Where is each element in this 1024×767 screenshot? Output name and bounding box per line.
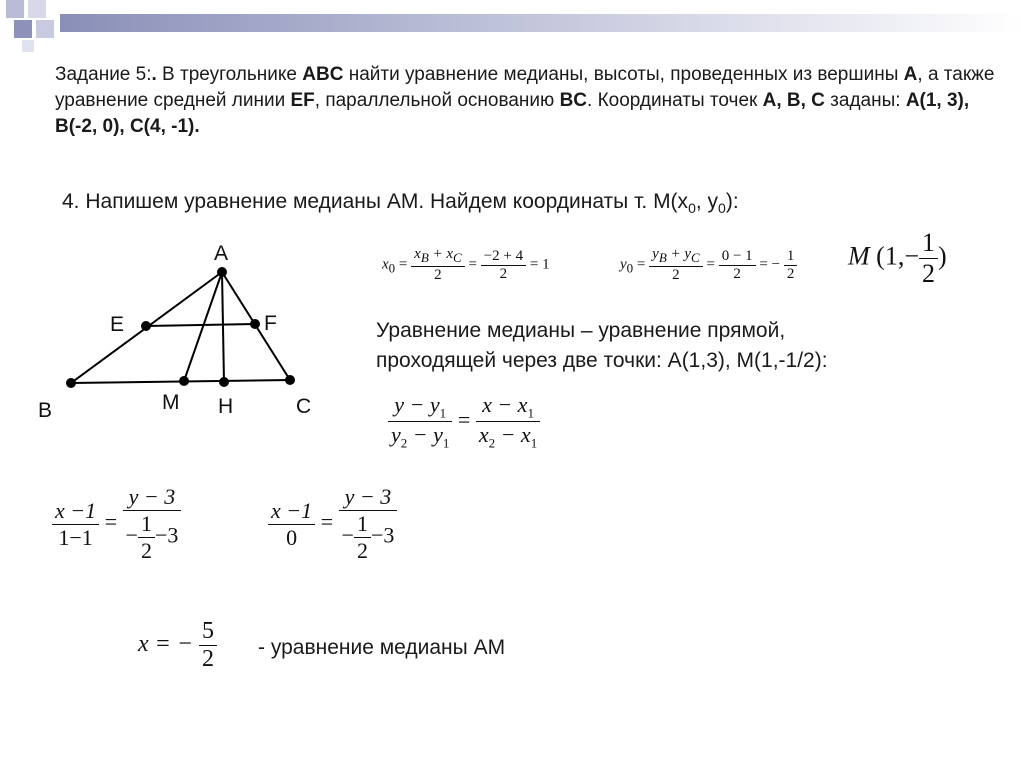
- f-text: y: [391, 422, 401, 448]
- point-b: [66, 378, 76, 388]
- f-sub: B: [658, 250, 667, 265]
- fraction: [339, 484, 398, 564]
- task-part: заданы:: [824, 90, 906, 111]
- fraction: [354, 511, 371, 564]
- height-line: [222, 272, 224, 382]
- fraction: [649, 246, 703, 284]
- result-caption: - уравнение медианы AM: [258, 636, 506, 659]
- f-text: y: [620, 256, 627, 273]
- f-text: x: [414, 246, 421, 262]
- f-sub: 0: [626, 260, 634, 276]
- f-text: + y: [666, 246, 692, 262]
- task-bold: A(1, 3), B(-2, 0), C(4, -1).: [55, 90, 970, 137]
- step-sub: 0: [688, 200, 696, 217]
- fraction: [123, 484, 182, 564]
- step-heading: [62, 190, 739, 216]
- task-bold: BC: [559, 90, 588, 111]
- point-a: [217, 267, 227, 277]
- formula-x0: $x_0$ = $\frac{x_B + x_C}{2}$ = $\frac{-2 + 4}{2}$ = 1: [382, 246, 550, 283]
- fraction: [411, 246, 465, 284]
- step-text: ):: [725, 190, 739, 213]
- f-text: −3: [370, 522, 395, 548]
- task-part: , параллельной основанию: [314, 90, 560, 111]
- f-text: − x: [495, 422, 531, 448]
- f-den: 2: [202, 646, 215, 672]
- f-num: 5: [199, 618, 217, 646]
- f-den: 2: [140, 538, 152, 563]
- f-num: 1: [354, 511, 371, 538]
- f-result: = 1: [529, 256, 550, 273]
- substituted-equation-1: [52, 484, 181, 564]
- label-c: C: [296, 395, 312, 418]
- step-text: 4. Напишем уравнение медианы AM. Найдем координаты т. M(x: [62, 190, 689, 213]
- task-dot: .: [151, 64, 157, 85]
- general-equation: [388, 392, 540, 452]
- task-bold: A: [903, 64, 918, 85]
- f-sub: B: [420, 250, 429, 265]
- step-text: , y: [695, 190, 719, 213]
- f-den: 1−1: [58, 524, 93, 550]
- label-m: M: [162, 391, 180, 414]
- f-sub: 2: [400, 435, 408, 451]
- explanation-line: Уравнение медианы – уравнение прямой,: [376, 319, 786, 342]
- task-label: Задание 5:: [55, 64, 152, 85]
- fraction: [919, 228, 938, 289]
- f-num: 1: [138, 511, 155, 538]
- f-text: −3: [154, 522, 179, 548]
- point-c: [285, 375, 295, 385]
- f-text: =: [457, 406, 471, 432]
- explanation-line: проходящей через две точки: A(1,3), M(1,-1/2):: [376, 349, 828, 372]
- median-line: [184, 272, 222, 381]
- f-text: x: [382, 256, 389, 273]
- f-sub: 2: [488, 435, 496, 451]
- median-explanation: [376, 316, 828, 376]
- label-a: A: [214, 242, 229, 265]
- task-part: найти уравнение медианы, высоты, проведенных из вершины: [343, 64, 904, 85]
- triangle-diagram: [30, 235, 350, 425]
- f-sub: 1: [530, 435, 538, 451]
- label-b: B: [38, 399, 53, 422]
- task-part: В треугольнике: [156, 64, 303, 85]
- fraction: [52, 498, 99, 551]
- f-den: 2: [786, 265, 795, 282]
- task-bold: A, B, C: [762, 90, 825, 111]
- f-sub: 1: [439, 405, 447, 421]
- fraction: [199, 618, 217, 673]
- midline-ef: [146, 324, 255, 326]
- f-text: = −: [759, 256, 781, 273]
- point-m: [179, 376, 189, 386]
- step-sub: 0: [718, 200, 726, 217]
- fraction: [388, 392, 452, 452]
- result-equation: [138, 618, 217, 673]
- fraction: [784, 248, 798, 283]
- task-bold: EF: [290, 90, 315, 111]
- f-sub: 1: [442, 435, 450, 451]
- label-e: E: [110, 313, 125, 336]
- f-den: 2: [922, 259, 935, 288]
- f-num: 1: [919, 228, 938, 259]
- f-text: −: [341, 522, 354, 548]
- task-text: [55, 62, 995, 140]
- f-num: −2 + 4: [481, 248, 526, 266]
- label-h: H: [218, 395, 234, 418]
- f-text: x − x: [482, 392, 528, 417]
- f-sub: C: [453, 250, 462, 265]
- f-den: 2: [434, 267, 442, 283]
- f-text: x = −: [138, 631, 194, 658]
- m-point-formula: [848, 228, 947, 289]
- f-text: y: [652, 246, 659, 262]
- f-text: −: [125, 522, 138, 548]
- f-num: y − 3: [123, 484, 182, 511]
- fraction: [719, 248, 756, 283]
- f-num: 0 − 1: [719, 248, 756, 266]
- f-text: M: [848, 241, 870, 271]
- task-bold: ABC: [302, 64, 344, 85]
- f-num: y − 3: [339, 484, 398, 511]
- f-text: − y: [407, 422, 443, 448]
- formula-y0: $y_0$ = $\frac{y_B + y_C}{2}$ = $\frac{0 - 1}{2}$ = − $\frac{1}{2}$: [620, 246, 797, 284]
- f-text: ): [938, 241, 947, 271]
- f-text: + x: [428, 246, 454, 262]
- f-den: 0: [286, 524, 298, 550]
- f-text: =: [320, 509, 334, 535]
- fraction: [481, 248, 526, 283]
- substituted-equation-2: [268, 484, 397, 564]
- f-den: 2: [672, 267, 680, 283]
- f-sub: C: [691, 250, 700, 265]
- f-sub: 1: [527, 405, 534, 421]
- point-h: [219, 377, 229, 387]
- f-den: 2: [356, 538, 368, 563]
- point-f: [250, 319, 260, 329]
- f-text: (1,−: [876, 241, 919, 271]
- label-f: F: [264, 312, 277, 335]
- f-den: 2: [733, 265, 741, 282]
- header-decoration: [0, 0, 1024, 52]
- f-num: 1: [784, 248, 798, 266]
- f-num: x −1: [268, 498, 315, 525]
- fraction: [476, 392, 540, 452]
- f-sub: 0: [388, 260, 396, 276]
- f-num: x −1: [52, 498, 99, 525]
- f-text: x: [478, 422, 489, 448]
- fraction: [268, 498, 315, 551]
- f-text: y − y: [394, 392, 440, 417]
- task-part: . Координаты точек: [587, 90, 763, 111]
- point-e: [141, 321, 151, 331]
- fraction: [138, 511, 155, 564]
- f-den: 2: [499, 265, 508, 282]
- f-text: =: [104, 509, 118, 535]
- task-part: , а также уравнение средней линии: [55, 64, 995, 111]
